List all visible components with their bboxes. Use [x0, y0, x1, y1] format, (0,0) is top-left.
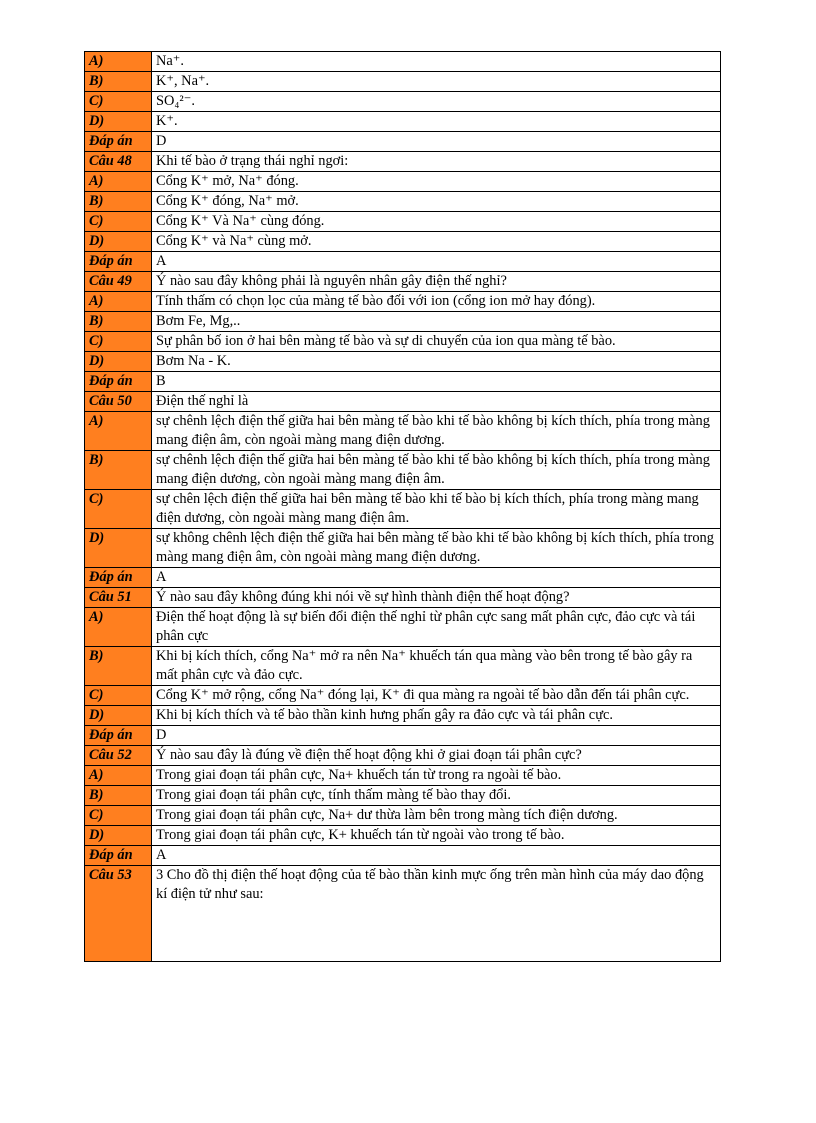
row-text: K⁺, Na⁺. — [152, 72, 721, 92]
row-label: B) — [85, 451, 152, 490]
row-label: Câu 50 — [85, 392, 152, 412]
quiz-table — [84, 51, 721, 962]
table-row — [85, 292, 721, 312]
row-label: A) — [85, 292, 152, 312]
row-label: A) — [85, 52, 152, 72]
row-text: Trong giai đoạn tái phân cực, K+ khuếch tán từ ngoài vào trong tế bào. — [152, 826, 721, 846]
table-row — [85, 412, 721, 451]
row-label: Câu 52 — [85, 746, 152, 766]
row-text: Khi bị kích thích, cổng Na⁺ mở ra nên Na⁺ khuếch tán qua màng vào bên trong tế bào gây ra mất phân cực và đảo cực. — [152, 647, 721, 686]
row-text: D — [152, 726, 721, 746]
row-text: K⁺. — [152, 112, 721, 132]
row-label: C) — [85, 92, 152, 112]
table-row — [85, 372, 721, 392]
row-text: Bơm Na - K. — [152, 352, 721, 372]
row-label: A) — [85, 608, 152, 647]
table-row — [85, 192, 721, 212]
table-row — [85, 490, 721, 529]
row-text: Cổng K⁺ mở rộng, cổng Na⁺ đóng lại, K⁺ đi qua màng ra ngoài tế bào dẫn đến tái phân cực. — [152, 686, 721, 706]
row-label: A) — [85, 172, 152, 192]
table-row — [85, 686, 721, 706]
row-text: SO₄²⁻. — [152, 92, 721, 112]
table-row — [85, 152, 721, 172]
table-row — [85, 806, 721, 826]
table-row — [85, 212, 721, 232]
table-row — [85, 272, 721, 292]
row-label: B) — [85, 312, 152, 332]
table-row — [85, 726, 721, 746]
row-label: D) — [85, 112, 152, 132]
row-label: B) — [85, 786, 152, 806]
row-text: Na⁺. — [152, 52, 721, 72]
table-row — [85, 568, 721, 588]
table-row — [85, 232, 721, 252]
table-row — [85, 352, 721, 372]
row-text: Trong giai đoạn tái phân cực, Na+ dư thừa làm bên trong màng tích điện dương. — [152, 806, 721, 826]
row-label: Đáp án — [85, 846, 152, 866]
row-text: Điện thế hoạt động là sự biến đổi điện thế nghỉ từ phân cực sang mất phân cực, đảo cực và tái phân cực — [152, 608, 721, 647]
row-label: C) — [85, 212, 152, 232]
row-label: C) — [85, 806, 152, 826]
row-text: Tính thấm có chọn lọc của màng tế bào đối với ion (cổng ion mở hay đóng). — [152, 292, 721, 312]
row-text: sự chên lệch điện thế giữa hai bên màng tế bào khi tế bào bị kích thích, phía trong màng mang điện dương, còn ngoài màng mang điện âm. — [152, 490, 721, 529]
table-row — [85, 647, 721, 686]
table-row — [85, 866, 721, 962]
table-row — [85, 608, 721, 647]
row-label: Câu 48 — [85, 152, 152, 172]
row-text: sự không chênh lệch điện thế giữa hai bên màng tế bào khi tế bào không bị kích thích, phía trong màng mang điện âm, còn ngoài màng mang điện dương. — [152, 529, 721, 568]
row-label: Đáp án — [85, 132, 152, 152]
table-row — [85, 132, 721, 152]
table-row — [85, 451, 721, 490]
row-text: Ý nào sau đây không đúng khi nói về sự hình thành điện thế hoạt động? — [152, 588, 721, 608]
row-label: Đáp án — [85, 568, 152, 588]
table-row — [85, 746, 721, 766]
row-text: A — [152, 568, 721, 588]
row-label: B) — [85, 192, 152, 212]
row-label: Đáp án — [85, 726, 152, 746]
row-text: A — [152, 846, 721, 866]
table-row — [85, 706, 721, 726]
row-text: Trong giai đoạn tái phân cực, Na+ khuếch tán từ trong ra ngoài tế bào. — [152, 766, 721, 786]
table-row — [85, 252, 721, 272]
row-label: Đáp án — [85, 372, 152, 392]
table-row — [85, 52, 721, 72]
row-label: B) — [85, 72, 152, 92]
row-label: C) — [85, 686, 152, 706]
row-text: sự chênh lệch điện thế giữa hai bên màng tế bào khi tế bào không bị kích thích, phía trong màng mang điện âm, còn ngoài màng mang điện dương. — [152, 412, 721, 451]
table-row — [85, 332, 721, 352]
row-text: Khi tế bào ở trạng thái nghỉ ngơi: — [152, 152, 721, 172]
row-label: D) — [85, 529, 152, 568]
table-row — [85, 92, 721, 112]
table-row — [85, 72, 721, 92]
table-row — [85, 529, 721, 568]
row-text: B — [152, 372, 721, 392]
row-label: C) — [85, 490, 152, 529]
row-label: D) — [85, 232, 152, 252]
row-label: Đáp án — [85, 252, 152, 272]
row-label: Câu 53 — [85, 866, 152, 962]
table-row — [85, 846, 721, 866]
row-text: Điện thế nghỉ là — [152, 392, 721, 412]
table-row — [85, 112, 721, 132]
row-label: D) — [85, 706, 152, 726]
row-text: sự chênh lệch điện thế giữa hai bên màng tế bào khi tế bào không bị kích thích, phía trong màng mang điện dương, còn ngoài màng mang điện âm. — [152, 451, 721, 490]
row-text: Bơm Fe, Mg,.. — [152, 312, 721, 332]
quiz-table-body — [85, 52, 721, 962]
row-text: Ý nào sau đây không phải là nguyên nhân gây điện thế nghỉ? — [152, 272, 721, 292]
table-row — [85, 766, 721, 786]
table-row — [85, 786, 721, 806]
row-text: Ý nào sau đây là đúng về điện thế hoạt động khi ở giai đoạn tái phân cực? — [152, 746, 721, 766]
row-text: 3 Cho đồ thị điện thế hoạt động của tế bào thần kinh mực ống trên màn hình của máy dao động kí điện tử như sau: — [152, 866, 721, 962]
row-label: A) — [85, 766, 152, 786]
row-text: Sự phân bố ion ở hai bên màng tế bào và sự di chuyển của ion qua màng tế bào. — [152, 332, 721, 352]
row-text: Khi bị kích thích và tế bào thần kinh hưng phấn gây ra đảo cực và tái phân cực. — [152, 706, 721, 726]
row-label: C) — [85, 332, 152, 352]
row-label: Câu 51 — [85, 588, 152, 608]
row-text: A — [152, 252, 721, 272]
row-text: Cổng K⁺ mở, Na⁺ đóng. — [152, 172, 721, 192]
row-text: Trong giai đoạn tái phân cực, tính thấm màng tế bào thay đổi. — [152, 786, 721, 806]
row-label: A) — [85, 412, 152, 451]
row-text: Cổng K⁺ và Na⁺ cùng mở. — [152, 232, 721, 252]
row-label: Câu 49 — [85, 272, 152, 292]
row-label: D) — [85, 826, 152, 846]
row-label: D) — [85, 352, 152, 372]
table-row — [85, 826, 721, 846]
row-label: B) — [85, 647, 152, 686]
table-row — [85, 312, 721, 332]
row-text: D — [152, 132, 721, 152]
table-row — [85, 392, 721, 412]
row-text: Cổng K⁺ đóng, Na⁺ mở. — [152, 192, 721, 212]
table-row — [85, 172, 721, 192]
table-row — [85, 588, 721, 608]
row-text: Cổng K⁺ Và Na⁺ cùng đóng. — [152, 212, 721, 232]
